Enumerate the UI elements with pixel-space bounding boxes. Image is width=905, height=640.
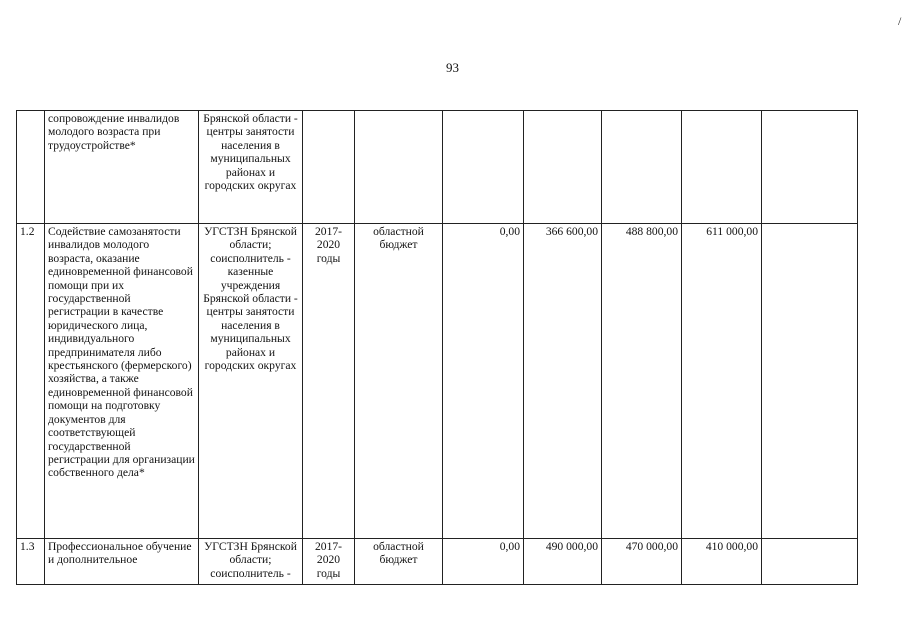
amount-cell: 470 000,00 [602, 539, 682, 585]
period: 2017-2020 годы [303, 539, 355, 585]
amount-cell: 366 600,00 [524, 224, 602, 539]
amount-cell: 0,00 [443, 224, 524, 539]
event-description: сопровождение инвалидов молодого возраста при трудоустройстве* [45, 111, 199, 224]
program-table [16, 110, 858, 585]
amount-cell: 410 000,00 [682, 539, 762, 585]
period: 2017-2020 годы [303, 224, 355, 539]
amount-cell [762, 111, 858, 224]
event-description: Профессиональное обучение и дополнительное [45, 539, 199, 585]
table-row [17, 224, 858, 539]
page-number: 93 [446, 60, 459, 75]
funding-source [355, 111, 443, 224]
amount-cell: 611 000,00 [682, 224, 762, 539]
amount-cell [762, 539, 858, 585]
amount-cell [602, 111, 682, 224]
corner-mark: / [898, 14, 902, 28]
amount-cell: 0,00 [443, 539, 524, 585]
amount-cell [762, 224, 858, 539]
amount-cell: 488 800,00 [602, 224, 682, 539]
executor: Брянской области - центры занятости населения в муниципальных районах и городских округах [199, 111, 303, 224]
executor: УГСТЗН Брянской области; соисполнитель - казенные учреждения Брянской области - центры занятости населения в муниципальных районах и городских округах [199, 224, 303, 539]
amount-cell: 490 000,00 [524, 539, 602, 585]
row-number: 1.3 [17, 539, 45, 585]
row-number: 1.2 [17, 224, 45, 539]
event-description: Содействие самозанятости инвалидов молодого возраста, оказание единовременной финансовой помощи при их государственной регистрации в качестве юридического лица, индивидуального предпринимателя либо крестьянского (фермерского) хозяйства, а также единовременной финансовой помощи на подготовку документов для соответствующей государственной регистрации для организации собственного дела* [45, 224, 199, 539]
table-row [17, 539, 858, 585]
amount-cell [682, 111, 762, 224]
row-number [17, 111, 45, 224]
funding-source: областной бюджет [355, 539, 443, 585]
table-row [17, 111, 858, 224]
funding-source: областной бюджет [355, 224, 443, 539]
amount-cell [443, 111, 524, 224]
executor: УГСТЗН Брянской области; соисполнитель - [199, 539, 303, 585]
amount-cell [524, 111, 602, 224]
period [303, 111, 355, 224]
